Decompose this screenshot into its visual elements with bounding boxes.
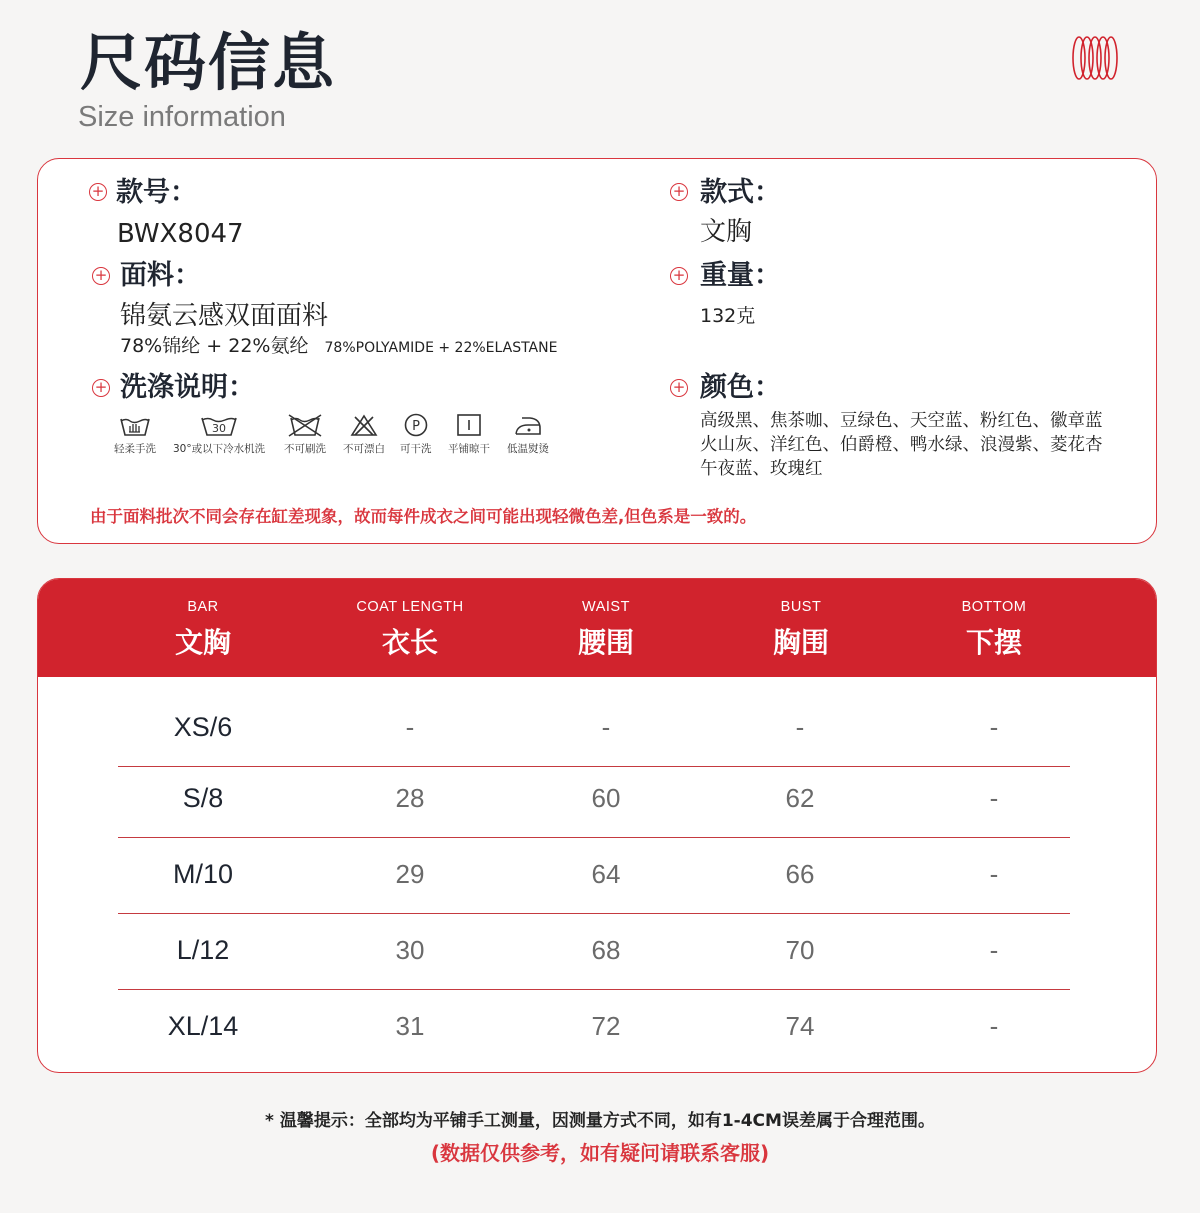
size-cell: S/8 — [182, 783, 224, 813]
no-brush-icon — [287, 413, 323, 437]
header-cn: 胸围 — [772, 626, 829, 659]
header-en: BOTTOM — [961, 599, 1027, 615]
wash-temp-text: 30 — [212, 422, 227, 435]
reference-disclaimer: (数据仅供参考，如有疑问请联系客服) — [430, 1141, 770, 1165]
color-line: 火山灰、洋红色、伯爵橙、鸭水绿、浪漫紫、菱花杏 — [700, 435, 1103, 455]
header-en: WAIST — [582, 599, 630, 615]
care-label-text: 可干洗 — [400, 443, 432, 455]
color-label: 颜色： — [700, 372, 781, 403]
style-value: 文胸 — [700, 217, 753, 247]
weight-label: 重量： — [700, 260, 781, 291]
waist-cell: - — [601, 712, 611, 742]
bust-cell: 62 — [785, 783, 815, 813]
header-cn: 衣长 — [381, 626, 438, 659]
header-cn: 下摆 — [965, 626, 1022, 659]
bust-cell: 66 — [785, 859, 815, 889]
bottom-cell: - — [989, 859, 999, 889]
color-line: 高级黑、焦茶咖、豆绿色、天空蓝、粉红色、徽章蓝 — [700, 411, 1103, 431]
header-waist — [516, 579, 696, 661]
waist-cell: 72 — [591, 1010, 621, 1041]
header-cn: 文胸 — [174, 626, 231, 659]
size-cell: M/10 — [172, 859, 234, 889]
table-row — [118, 836, 1070, 914]
care-label-text: 不可漂白 — [343, 443, 385, 455]
machine-wash-30-icon — [199, 413, 239, 437]
waist-cell: 60 — [591, 783, 621, 813]
bust-cell: 70 — [785, 935, 815, 965]
care-label-text: 30°或以下冷水机洗 — [173, 443, 266, 455]
header-en: BAR — [187, 599, 219, 615]
care-low-iron — [507, 413, 549, 456]
fabric-label: 面料： — [120, 260, 201, 291]
flat-dry-icon — [455, 413, 483, 437]
header-cn: 腰围 — [577, 626, 634, 659]
bust-cell: 74 — [785, 1010, 815, 1041]
waist-cell: 64 — [591, 859, 621, 889]
plus-circle-icon: + — [670, 267, 688, 285]
care-dry-clean — [400, 413, 432, 456]
composition — [120, 334, 557, 360]
style-no-label: 款号： — [116, 177, 197, 208]
coat-length-cell: 31 — [395, 1010, 425, 1041]
care-no-bleach — [343, 413, 385, 456]
plus-circle-icon: + — [92, 267, 110, 285]
measurement-tip: * 温馨提示：全部均为平铺手工测量，因测量方式不同，如有1-4CM误差属于合理范围。 — [265, 1111, 935, 1131]
color-line: 午夜蓝、玫瑰红 — [700, 459, 823, 479]
bottom-cell: - — [989, 1010, 999, 1041]
table-row — [118, 912, 1070, 990]
low-iron-icon — [512, 413, 544, 437]
care-no-brush — [284, 413, 326, 456]
composition-cn: 78%锦纶 + 22%氨纶 — [120, 335, 309, 357]
care-hand-wash — [114, 413, 156, 456]
page-title: 尺码信息 — [80, 26, 337, 99]
style-no-value: BWX8047 — [117, 219, 244, 249]
fabric-value: 锦氨云感双面面料 — [120, 301, 329, 331]
header-bust — [711, 579, 891, 661]
table-row — [118, 987, 1070, 1065]
table-row — [118, 760, 1070, 838]
coat-length-cell: - — [405, 712, 415, 742]
style-label: 款式： — [700, 177, 781, 208]
care-label-text: 不可刷洗 — [284, 443, 326, 455]
coat-length-cell: 29 — [395, 859, 425, 889]
bottom-cell: - — [989, 935, 999, 965]
no-bleach-icon — [349, 413, 379, 437]
header-en: COAT LENGTH — [356, 599, 464, 615]
bust-cell: - — [795, 712, 805, 742]
table-row — [118, 689, 1070, 767]
header-coat-length — [320, 579, 500, 661]
care-label: 洗涤说明： — [120, 372, 255, 403]
weight-value: 132克 — [700, 305, 756, 327]
dry-clean-letter: P — [411, 419, 420, 434]
header-bottom — [904, 579, 1084, 661]
care-label-text: 低温熨烫 — [507, 443, 549, 455]
size-cell: XL/14 — [167, 1010, 239, 1041]
coat-length-cell: 28 — [395, 783, 425, 813]
composition-en: 78%POLYAMIDE + 22%ELASTANE — [324, 340, 558, 356]
size-table-header — [38, 579, 1156, 677]
color-list — [700, 409, 1140, 481]
care-flat-dry — [448, 413, 490, 456]
size-table — [37, 578, 1157, 1073]
bottom-cell: - — [989, 783, 999, 813]
dry-clean-p-icon — [402, 413, 430, 437]
page-subtitle: Size information — [78, 101, 286, 133]
care-machine-wash — [173, 413, 265, 456]
brand-rings-icon — [1070, 34, 1120, 82]
header-en: BUST — [780, 599, 822, 615]
header-bar — [113, 579, 293, 661]
plus-circle-icon: + — [670, 183, 688, 201]
hand-wash-icon — [118, 413, 152, 437]
color-difference-notice: 由于面料批次不同会存在缸差现象，故而每件成衣之间可能出现轻微色差,但色系是一致的。 — [90, 507, 757, 526]
product-info-card — [37, 158, 1157, 544]
care-label-text: 轻柔手洗 — [114, 443, 156, 455]
plus-circle-icon: + — [92, 379, 110, 397]
waist-cell: 68 — [591, 935, 621, 965]
bottom-cell: - — [989, 712, 999, 742]
size-cell: L/12 — [176, 935, 230, 965]
plus-circle-icon: + — [89, 183, 107, 201]
care-label-text: 平铺晾干 — [448, 443, 490, 455]
plus-circle-icon: + — [670, 379, 688, 397]
coat-length-cell: 30 — [395, 935, 425, 965]
size-cell: XS/6 — [173, 712, 233, 742]
